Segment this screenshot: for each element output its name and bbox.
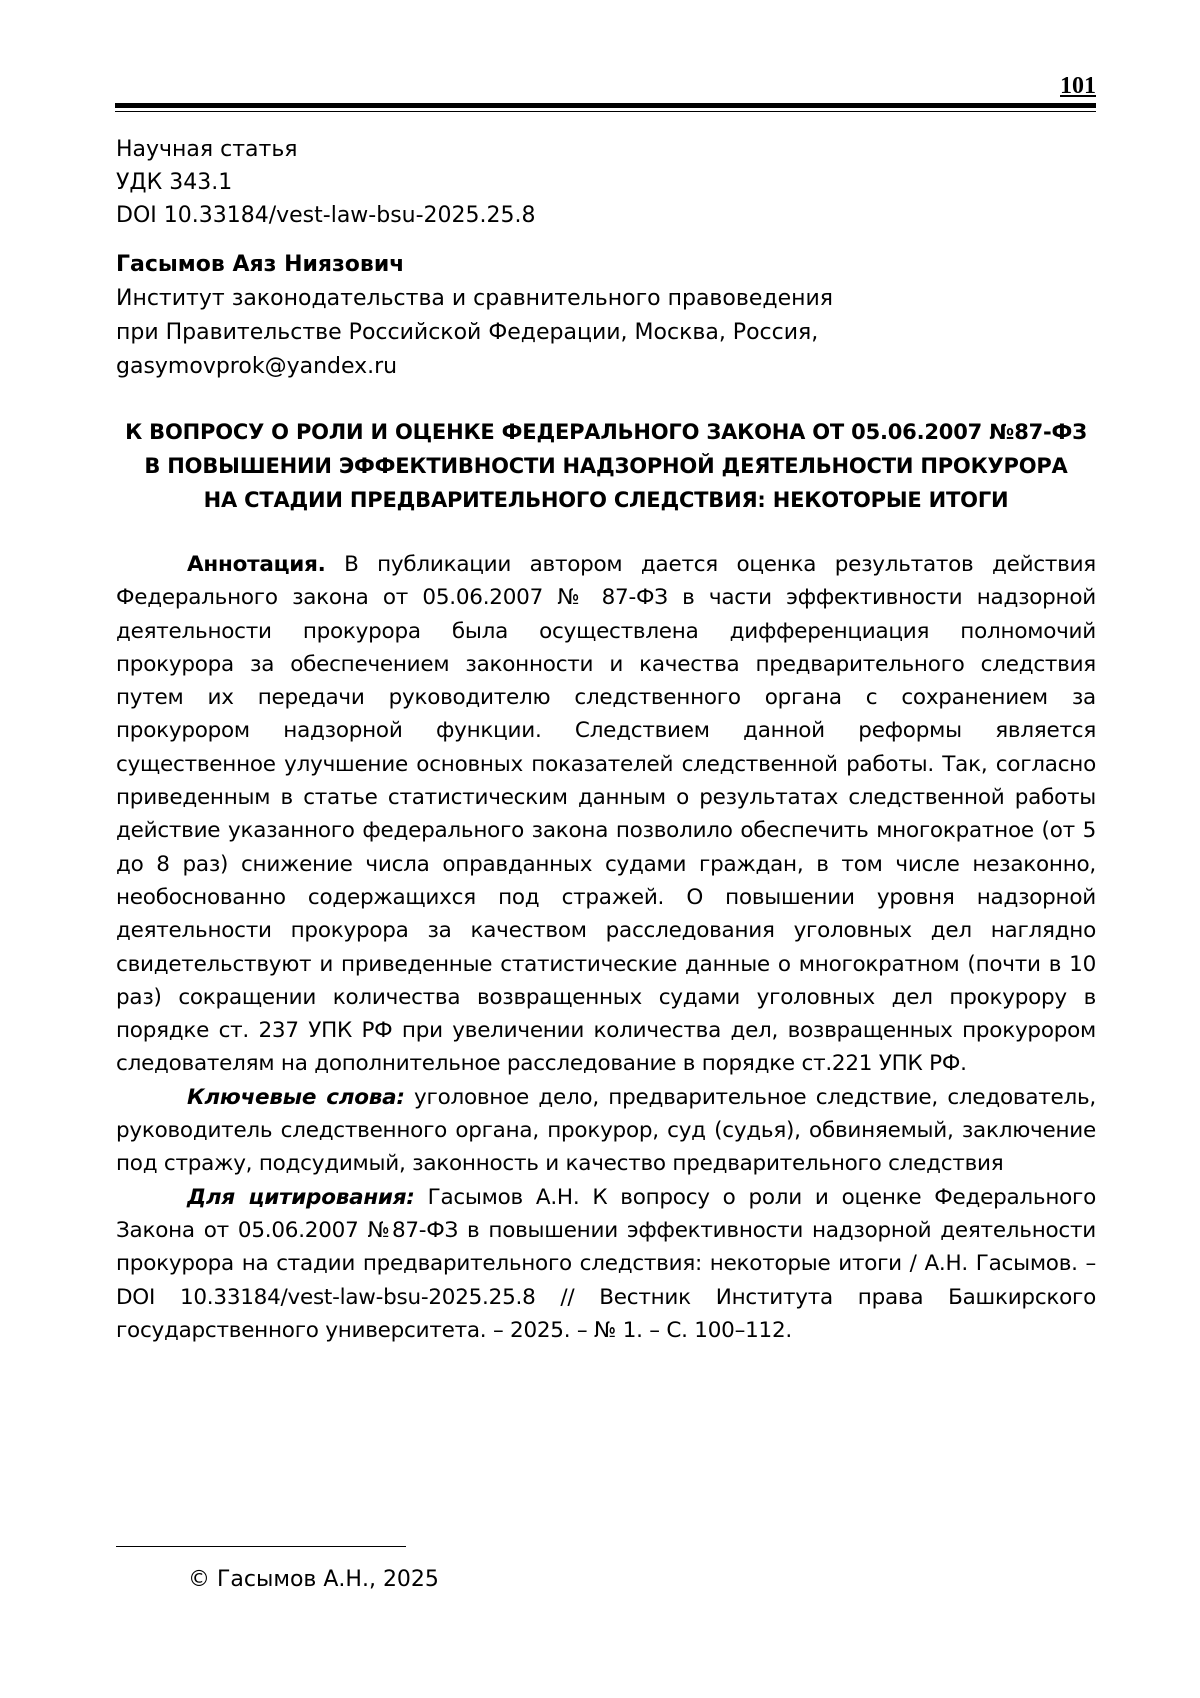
copyright-notice: © Гасымов А.Н., 2025 (188, 1567, 439, 1592)
citation-text: Гасымов А.Н. К вопросу о роли и оценке Федерального Закона от 05.06.2007 №87-ФЗ в повышении эффективности надзорной деятельности прокурора на стадии предварительного следствия: некоторые итоги / А.Н. Гасымов. – DOI 10.33184/vest-law-bsu-2025.25.8 // Вестник Института права Башкирского государственного университета. – 2025. – № 1. – С. 100–112. (116, 1184, 1097, 1343)
title-line-1: К ВОПРОСУ О РОЛИ И ОЦЕНКЕ ФЕДЕРАЛЬНОГО ЗАКОНА ОТ 05.06.2007 №87-ФЗ (125, 420, 1087, 444)
keywords-paragraph (116, 1081, 1096, 1181)
article-body (116, 548, 1096, 1347)
citation-paragraph (116, 1181, 1096, 1347)
author-name: Гасымов Аяз Ниязович (116, 252, 405, 277)
citation-label: Для цитирования: (187, 1184, 415, 1210)
keywords-label: Ключевые слова: (187, 1084, 405, 1110)
article-title (116, 415, 1096, 517)
header-rule-thick (115, 103, 1096, 108)
header-rule-thin (115, 111, 1096, 112)
doi: DOI 10.33184/vest-law-bsu-2025.25.8 (116, 203, 536, 228)
title-line-3: НА СТАДИИ ПРЕДВАРИТЕЛЬНОГО СЛЕДСТВИЯ: НЕКОТОРЫЕ ИТОГИ (203, 488, 1009, 512)
udc-code: УДК 343.1 (116, 170, 233, 195)
author-affiliation-line2: при Правительстве Российской Федерации, Москва, Россия, (116, 320, 819, 345)
keywords-text: уголовное дело, предварительное следствие, следователь, руководитель следственного органа, прокурор, суд (судья), обвиняемый, заключение под стражу, подсудимый, законность и качество предварительного следствия (116, 1084, 1096, 1177)
abstract-text: В публикации автором дается оценка результатов действия Федерального закона от 05.06.2007 № 87-ФЗ в части эффективности надзорной деятельности прокурора была осуществлена дифференциация полномочий прокурора за обеспечением законности и качества предварительного следствия путем их передачи руководителю следственного органа с сохранением за прокурором надзорной функции. Следствием данной реформы является существенное улучшение основных показателей следственной работы. Так, согласно приведенным в статье статистическим данным о результатах следственной работы действие указанного федерального закона позволило обеспечить многократное (от 5 до 8 раз) снижение числа оправданных судами граждан, в том числе незаконно, необоснованно содержащихся под стражей. О повышении уровня надзорной деятельности прокурора за качеством расследования уголовных дел наглядно свидетельствуют и приведенные статистические данные о многократном (почти в 10 раз) сокращении количества возвращенных судами уголовных дел прокурору в порядке ст. 237 УПК РФ при увеличении количества дел, возвращенных прокурором следователям на дополнительное расследование в порядке ст.221 УПК РФ. (116, 552, 1096, 1077)
abstract-label: Аннотация. (187, 552, 326, 577)
author-email: gasymovprok@yandex.ru (116, 354, 398, 379)
author-block (116, 248, 1096, 384)
abstract-paragraph (116, 548, 1096, 1081)
article-meta (116, 133, 1096, 232)
title-line-2: В ПОВЫШЕНИИ ЭФФЕКТИВНОСТИ НАДЗОРНОЙ ДЕЯТЕЛЬНОСТИ ПРОКУРОРА (144, 454, 1068, 478)
author-affiliation-line1: Институт законодательства и сравнительного правоведения (116, 286, 834, 311)
page-number: 101 (1060, 73, 1096, 99)
footnote-rule (116, 1546, 406, 1547)
article-type: Научная статья (116, 137, 298, 162)
